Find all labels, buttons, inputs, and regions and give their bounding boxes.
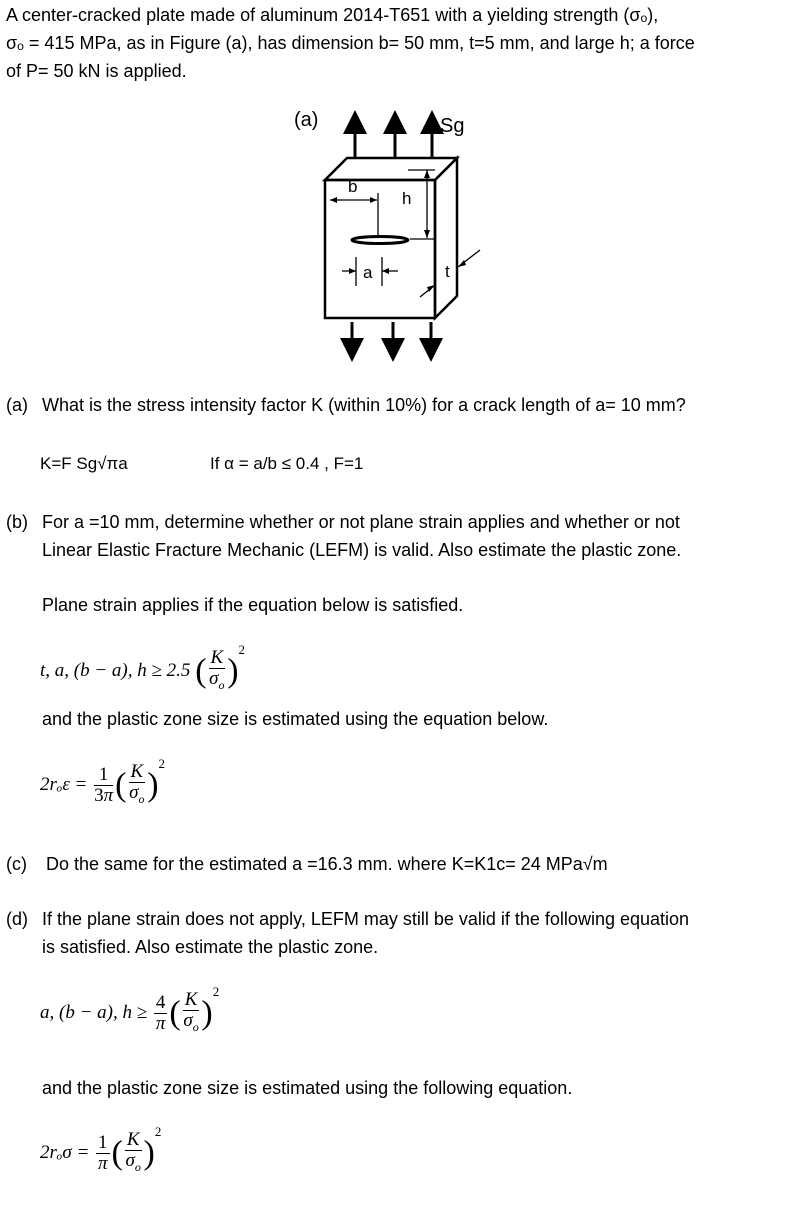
lefm-validity-equation: a, (b − a), h ≥ $\frac{4}{\pi}$ ( $\frac{K}{\sigma_o}$ )$^2$ bbox=[40, 984, 220, 1034]
part-c-text: Do the same for the estimated a =16.3 mm. where K=K1c= 24 MPa√m bbox=[46, 854, 608, 874]
eq3-lhs: a, (b − a), h ≥ bbox=[40, 1001, 148, 1023]
eq1-lhs: t, a, (b − a), h ≥ 2.5 bbox=[40, 659, 191, 681]
part-b-line-1: For a =10 mm, determine whether or not plane strain applies and whether or not bbox=[42, 512, 680, 532]
h-label: h bbox=[402, 189, 412, 208]
part-c-marker: (c) bbox=[6, 854, 27, 874]
plastic-zone-equation-stress: 2rₒσ = $\frac{1}{\pi}$ ( $\frac{K}{\sigma_o}$ )$^2$ bbox=[40, 1124, 162, 1174]
part-b-marker: (b) bbox=[6, 512, 28, 532]
eq2-lhs: 2rₒε = bbox=[40, 773, 88, 795]
plane-strain-equation: t, a, (b − a), h ≥ 2.5 ( $\frac{K}{\sigma_o}$ )$^2$ bbox=[40, 642, 246, 692]
intro-line-2: σₒ = 415 MPa, as in Figure (a), has dimension b= 50 mm, t=5 mm, and large h; a force bbox=[6, 33, 695, 53]
part-a-marker: (a) bbox=[6, 395, 28, 415]
figure-label: (a) bbox=[294, 109, 319, 131]
intro-line-1: A center-cracked plate made of aluminum 2014-T651 with a yielding strength (σₒ), bbox=[6, 5, 659, 25]
a-label: a bbox=[363, 263, 373, 282]
plastic-zone-text-b: and the plastic zone size is estimated using the equation below. bbox=[42, 709, 549, 729]
plastic-zone-equation-strain: 2rₒε = $\frac{1}{3\pi}$ ( $\frac{K}{\sigma_o}$ )$^2$ bbox=[40, 756, 166, 806]
plastic-zone-text-d: and the plastic zone size is estimated using the following equation. bbox=[42, 1078, 573, 1098]
part-d-line-1: If the plane strain does not apply, LEFM may still be valid if the following equation bbox=[42, 909, 690, 929]
plane-strain-text: Plane strain applies if the equation below is satisfied. bbox=[42, 595, 464, 615]
eq4-lhs: 2rₒσ = bbox=[40, 1141, 90, 1163]
part-b-line-2: Linear Elastic Fracture Mechanic (LEFM) is valid. Also estimate the plastic zone. bbox=[42, 540, 682, 560]
alpha-condition: If α = a/b ≤ 0.4 , F=1 bbox=[210, 454, 364, 473]
plate-figure bbox=[280, 100, 500, 365]
stress-intensity-formula: K=F Sg√πa bbox=[40, 454, 128, 473]
sg-label: Sg bbox=[440, 115, 465, 137]
b-label: b bbox=[348, 177, 358, 196]
part-a-question: What is the stress intensity factor K (within 10%) for a crack length of a= 10 mm? bbox=[42, 395, 686, 415]
t-label: t bbox=[445, 262, 450, 281]
part-d-marker: (d) bbox=[6, 909, 28, 929]
intro-line-3: of P= 50 kN is applied. bbox=[6, 61, 187, 81]
part-d-line-2: is satisfied. Also estimate the plastic zone. bbox=[42, 937, 379, 957]
